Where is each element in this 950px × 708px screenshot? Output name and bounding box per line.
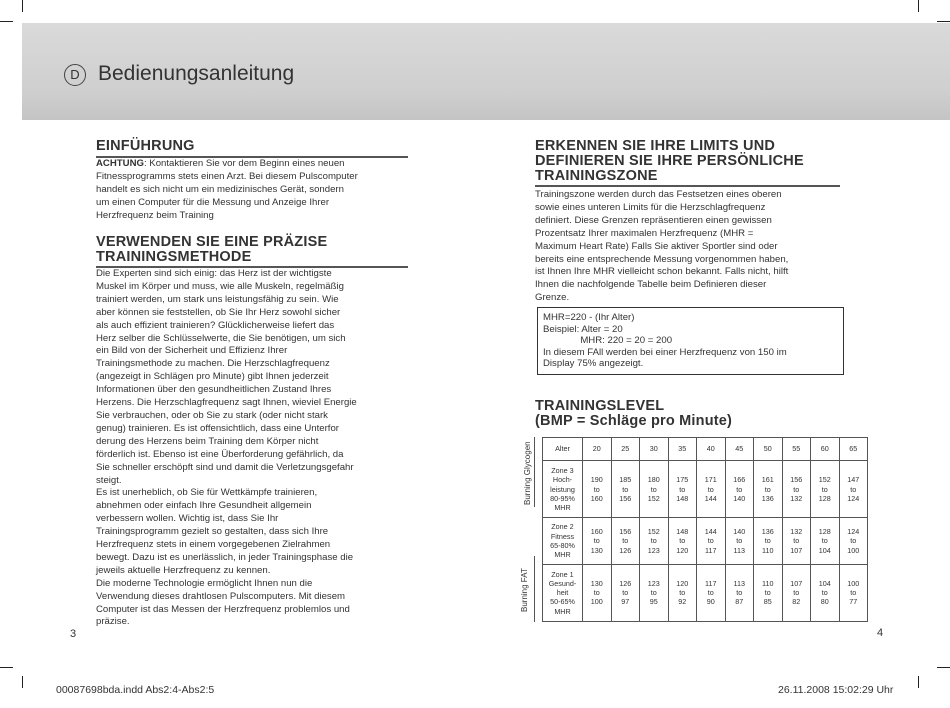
- bpm-range-cell: [782, 518, 811, 564]
- bpm-value: 107: [790, 578, 803, 588]
- bpm-value: 171: [704, 475, 717, 485]
- bpm-value: 117: [705, 578, 717, 588]
- title-line: TRAININGSMETHODE: [96, 249, 252, 265]
- bpm-value: to: [821, 536, 828, 546]
- bpm-value: to: [821, 588, 828, 598]
- text-line: genug) trainieren. Es ist offensichtlich, dass eine Unterfor: [96, 422, 339, 434]
- side-bracket: [534, 556, 535, 622]
- bpm-range-cell: [697, 564, 726, 621]
- bpm-value: to: [850, 588, 857, 598]
- bpm-value: 161: [761, 475, 774, 485]
- text-line: Herzens. Die Herzschlagfrequenz sagt Ihnen, wieviel Energie: [96, 397, 357, 409]
- training-level-table: [542, 437, 868, 622]
- side-bracket: [534, 437, 535, 507]
- text-line: Trainingsmethode zu machen. Die Herzschlagfrequenz: [96, 358, 330, 370]
- zone-label-line: 65-80%: [550, 540, 575, 550]
- bpm-value: 156: [619, 493, 632, 503]
- text-line: bereits eine entsprechende Messung vorgenommen haben,: [535, 253, 789, 265]
- section-title-methode: [96, 235, 327, 265]
- crop-mark: [0, 21, 13, 22]
- text-line: Trainingszone werden durch das Festsetzen eines oberen: [535, 189, 782, 200]
- bpm-value: 92: [678, 597, 687, 607]
- bpm-value: to: [622, 588, 629, 598]
- crop-mark: [22, 676, 23, 688]
- zone-label-line: Zone 2: [551, 522, 574, 532]
- bpm-value: 113: [733, 578, 745, 588]
- crop-mark: [22, 0, 23, 12]
- bpm-value: 82: [792, 597, 801, 607]
- side-label-glycogen: Burning Glycogen: [523, 441, 532, 505]
- age-header: 35: [668, 438, 697, 461]
- bpm-value: 136: [761, 493, 774, 503]
- bpm-value: 144: [704, 527, 717, 537]
- text-line: Informationen über den gesundheitlichen Zustand Ihres: [96, 384, 332, 396]
- text-line: Maximum Heart Rate) Falls Sie aktiver Sportler sind oder: [535, 240, 778, 252]
- bpm-range-cell: [839, 461, 868, 518]
- age-header: 25: [611, 438, 640, 461]
- bpm-value: 160: [590, 527, 603, 537]
- text-line: Herzfrequenz stets in einem vorgegebenen Zielrahmen: [96, 539, 331, 551]
- zone-label-line: Hoch-: [552, 475, 573, 485]
- bpm-value: 87: [735, 597, 744, 607]
- text-line: Herzfrequenz beim Training: [96, 209, 214, 221]
- zone-label: [543, 461, 583, 518]
- warning-paragraph: [96, 158, 426, 223]
- text-line: : Kontaktieren Sie vor dem Beginn eines neuen: [143, 158, 345, 169]
- bpm-value: to: [793, 588, 800, 598]
- zone-label-line: Zone 1: [551, 569, 574, 579]
- bpm-value: 128: [818, 527, 831, 537]
- bpm-value: 104: [818, 578, 831, 588]
- bpm-value: 148: [676, 493, 689, 503]
- text-line: förderlich ist. Ebenso ist eine Überforderung gefährlich, da: [96, 448, 344, 460]
- bpm-range-cell: [811, 564, 840, 621]
- text-line: um einen Computer für die Messung und Anzeige Ihrer: [96, 196, 330, 208]
- zone-label-line: heit: [556, 588, 569, 598]
- bpm-value: 160: [590, 493, 603, 503]
- text-line: Die Experten sind sich einig: das Herz ist der wichtigste: [96, 268, 332, 279]
- footer-date: 26.11.2008 15:02:29 Uhr: [778, 684, 894, 696]
- bpm-range-cell: [811, 461, 840, 518]
- section-rule: [535, 185, 840, 187]
- mhr-formula-box: [537, 307, 844, 375]
- zone-label-line: MHR: [554, 503, 571, 513]
- bpm-value: 156: [619, 527, 632, 537]
- crop-mark: [918, 676, 919, 688]
- bpm-value: 152: [647, 527, 660, 537]
- bpm-value: 140: [733, 527, 746, 537]
- text-line: Es ist unerheblich, ob Sie für Wettkämpfe trainieren,: [96, 487, 318, 499]
- text-line: Sie schneller erschöpft sind und damit die Verletzungsgefahr: [96, 461, 354, 473]
- bpm-value: 117: [705, 545, 717, 555]
- text-line: Sie verbrauchen, oder ob Sie zu stark (oder nicht stark: [96, 409, 328, 421]
- zone-label-line: Zone 3: [551, 465, 574, 475]
- bpm-value: 110: [762, 578, 774, 588]
- bpm-range-cell: [839, 518, 868, 564]
- title-line: ERKENNEN SIE IHRE LIMITS UND: [535, 138, 776, 154]
- zone-label-line: 80-95%: [550, 493, 575, 503]
- text-line: ist Ihnen Ihre MHR vielleicht schon bekannt. Falls nicht, hilft: [535, 266, 789, 278]
- bpm-range-cell: [583, 518, 612, 564]
- zone-label: [543, 518, 583, 564]
- bpm-range-cell: [754, 564, 783, 621]
- text-line: jeweils aktuelle Herzfrequenz zu kennen.: [96, 564, 271, 576]
- text-line: verbessern wollen. Wichtig ist, dass Sie Ihr: [96, 513, 279, 525]
- text-line: Trainingsprogramm gezielt so gestalten, dass sich Ihre: [96, 526, 329, 538]
- bpm-value: 120: [676, 578, 689, 588]
- title-line: (BMP = Schläge pro Minute): [535, 413, 733, 429]
- text-line: trainiert werden, um stark uns leistungsfähig zu sein. Wie: [96, 293, 339, 305]
- bpm-range-cell: [697, 518, 726, 564]
- crop-mark: [937, 667, 950, 668]
- bpm-range-cell: [839, 564, 868, 621]
- bpm-value: 128: [818, 493, 831, 503]
- bpm-value: 100: [590, 597, 603, 607]
- text-line: Herz selber die Schlüsselwerte, die Sie benötigen, um sich: [96, 332, 346, 344]
- text-line: sowie eines unteren Limits für die Herzschlagfrequenz: [535, 201, 766, 213]
- zone-label-line: MHR: [554, 606, 571, 616]
- section-title-limits: [535, 139, 804, 184]
- text-line: Muskel im Körper und muss, wie alle Muskeln, regelmäßig: [96, 280, 344, 292]
- bpm-value: to: [764, 484, 771, 494]
- age-header: 45: [725, 438, 754, 461]
- bpm-value: 77: [849, 597, 858, 607]
- bpm-value: 148: [676, 527, 689, 537]
- bpm-value: to: [650, 536, 657, 546]
- bpm-value: 152: [647, 493, 660, 503]
- bpm-value: to: [736, 484, 743, 494]
- bpm-value: 175: [676, 475, 689, 485]
- text-line: (angezeigt in Schlägen pro Minute) gibt Ihnen jederzeit: [96, 371, 329, 383]
- text-line: aber können sie feststellen, ob Sie Ihr Herz sowohl sicher: [96, 306, 341, 318]
- table-row: [543, 564, 868, 621]
- zone-label-line: Fitness: [550, 531, 575, 541]
- bpm-value: 95: [649, 597, 658, 607]
- bpm-value: to: [707, 484, 714, 494]
- header-label: Alter: [543, 438, 583, 461]
- bpm-value: 100: [847, 545, 860, 555]
- bpm-range-cell: [611, 564, 640, 621]
- bpm-value: 123: [647, 545, 660, 555]
- bpm-value: 104: [818, 545, 831, 555]
- bpm-value: to: [622, 536, 629, 546]
- bpm-range-cell: [611, 461, 640, 518]
- text-line: Ihnen die nachfolgende Tabelle beim Definieren dieser: [535, 279, 767, 291]
- bpm-value: 144: [704, 493, 717, 503]
- bpm-range-cell: [754, 461, 783, 518]
- footer-file-info: 00087698bda.indd Abs2:4-Abs2:5: [56, 684, 215, 696]
- bpm-value: to: [650, 484, 657, 494]
- text-line: Computer ist das Messen der Herzfrequenz problemlos und: [96, 603, 350, 615]
- table-row: [543, 461, 868, 518]
- bpm-value: 124: [847, 527, 860, 537]
- bpm-value: to: [764, 536, 771, 546]
- bpm-value: to: [593, 536, 600, 546]
- text-line: als auch effizient trainieren? Glücklicherweise liefert das: [96, 319, 335, 331]
- bpm-range-cell: [725, 564, 754, 621]
- age-header: 20: [583, 438, 612, 461]
- bpm-value: to: [679, 588, 686, 598]
- bpm-range-cell: [697, 461, 726, 518]
- bpm-value: 132: [790, 527, 803, 537]
- bpm-range-cell: [611, 518, 640, 564]
- section-title-trainingslevel: [535, 399, 732, 429]
- title-line: TRAININGSLEVEL: [535, 398, 665, 414]
- crop-mark: [937, 21, 950, 22]
- bpm-value: 85: [763, 597, 772, 607]
- text-line: derung des Herzens beim Training dem Körper nicht: [96, 435, 319, 447]
- crop-mark: [918, 0, 919, 12]
- bpm-value: 100: [847, 578, 860, 588]
- bpm-range-cell: [640, 564, 669, 621]
- text-line: abnehmen oder einfach Ihre Gesundheit allgemein: [96, 500, 312, 512]
- text-line: Prozentsatz Ihrer maximalen Herzfrequenz (MHR =: [535, 227, 754, 239]
- zone-label-line: Gesund-: [548, 578, 577, 588]
- bpm-value: 180: [647, 475, 660, 485]
- bpm-value: 113: [733, 545, 745, 555]
- bpm-value: to: [821, 484, 828, 494]
- bpm-value: to: [850, 484, 857, 494]
- age-header: 50: [754, 438, 783, 461]
- age-header: 30: [640, 438, 669, 461]
- bpm-value: 132: [790, 493, 803, 503]
- age-header: 40: [697, 438, 726, 461]
- text-line: handelt es sich nicht um ein medizinisches Gerät, sondern: [96, 183, 344, 195]
- text-line: ein Bild von der Sicherheit und Effizienz Ihrer: [96, 345, 288, 357]
- text-line: In diesem FAll werden bei einer Herzfrequenz von 150 im: [543, 346, 787, 358]
- page-title: Bedienungsanleitung: [98, 62, 295, 85]
- zone-label: [543, 564, 583, 621]
- bpm-value: 185: [619, 475, 632, 485]
- text-line: bewegt. Dazu ist es unerlässlich, in jeder Trainingsphase die: [96, 551, 354, 563]
- bpm-value: 120: [676, 545, 689, 555]
- bpm-range-cell: [640, 461, 669, 518]
- age-header: 60: [811, 438, 840, 461]
- bpm-value: to: [707, 588, 714, 598]
- page-number-left: 3: [70, 628, 77, 640]
- bpm-range-cell: [668, 461, 697, 518]
- bpm-value: 130: [590, 578, 603, 588]
- text-line: Verwendung dieses drahtlosen Pulscomputers. Mit diesem: [96, 590, 346, 602]
- bpm-value: 190: [590, 475, 603, 485]
- bpm-value: to: [707, 536, 714, 546]
- side-label-fat: Burning FAT: [520, 568, 529, 612]
- text-line: präzise.: [96, 616, 130, 628]
- text-line: Grenze.: [535, 292, 570, 304]
- text-line: Display 75% angezeigt.: [543, 358, 644, 369]
- title-line: VERWENDEN SIE EINE PRÄZISE: [96, 234, 328, 250]
- bpm-value: to: [793, 536, 800, 546]
- page-number-right: 4: [877, 627, 884, 639]
- bpm-value: to: [736, 588, 743, 598]
- bpm-range-cell: [782, 564, 811, 621]
- bpm-value: 166: [733, 475, 746, 485]
- text-line: definiert. Diese Grenzen repräsentieren einen gewissen: [535, 214, 772, 226]
- bpm-value: to: [650, 588, 657, 598]
- bpm-range-cell: [583, 461, 612, 518]
- text-line: Beispiel: Alter = 20: [543, 323, 623, 335]
- bpm-value: to: [764, 588, 771, 598]
- text-line: Die moderne Technologie ermöglicht Ihnen nun die: [96, 577, 313, 589]
- bpm-value: 156: [790, 475, 803, 485]
- bpm-value: 147: [847, 475, 860, 485]
- bpm-value: to: [793, 484, 800, 494]
- bpm-value: to: [622, 484, 629, 494]
- zone-label-line: 50-65%: [550, 597, 575, 607]
- methode-paragraph: [96, 268, 426, 629]
- bpm-value: 97: [621, 597, 630, 607]
- bpm-value: 123: [647, 578, 660, 588]
- bpm-range-cell: [640, 518, 669, 564]
- crop-mark: [0, 667, 13, 668]
- bpm-range-cell: [725, 461, 754, 518]
- section-title-einfuehrung: EINFÜHRUNG: [96, 138, 195, 154]
- table-row: [543, 518, 868, 564]
- bpm-range-cell: [725, 518, 754, 564]
- bpm-range-cell: [668, 518, 697, 564]
- bpm-range-cell: [754, 518, 783, 564]
- bpm-value: 90: [706, 597, 715, 607]
- age-header: 65: [839, 438, 868, 461]
- age-header: 55: [782, 438, 811, 461]
- bpm-range-cell: [668, 564, 697, 621]
- bpm-value: 126: [619, 545, 632, 555]
- bpm-value: to: [679, 536, 686, 546]
- zone-label-line: leistung: [550, 484, 575, 494]
- bpm-range-cell: [811, 518, 840, 564]
- bpm-value: to: [850, 536, 857, 546]
- text-line: MHR: 220 = 20 = 200: [543, 335, 673, 346]
- bpm-value: 130: [590, 545, 603, 555]
- bpm-range-cell: [782, 461, 811, 518]
- title-line: DEFINIEREN SIE IHRE PERSÖNLICHE: [535, 153, 804, 169]
- bpm-value: to: [593, 484, 600, 494]
- bpm-range-cell: [583, 564, 612, 621]
- limits-paragraph: [535, 189, 865, 305]
- warning-label: ACHTUNG: [96, 158, 144, 169]
- bpm-value: to: [593, 588, 600, 598]
- bpm-value: 136: [761, 527, 774, 537]
- bpm-value: 140: [733, 493, 746, 503]
- bpm-value: 152: [818, 475, 831, 485]
- language-badge: D: [64, 64, 86, 86]
- text-line: Fitnessprogramms stets einen Arzt. Bei diesem Pulscomputer: [96, 170, 358, 182]
- bpm-value: to: [679, 484, 686, 494]
- bpm-value: 126: [619, 578, 632, 588]
- text-line: steigt.: [96, 474, 122, 486]
- bpm-value: to: [736, 536, 743, 546]
- bpm-value: 107: [790, 545, 803, 555]
- bpm-value: 110: [762, 545, 774, 555]
- title-line: TRAININGSZONE: [535, 168, 658, 184]
- text-line: MHR=220 - (Ihr Alter): [543, 312, 635, 323]
- bpm-value: 124: [847, 493, 860, 503]
- zone-label-line: MHR: [554, 550, 571, 560]
- bpm-value: 80: [820, 597, 829, 607]
